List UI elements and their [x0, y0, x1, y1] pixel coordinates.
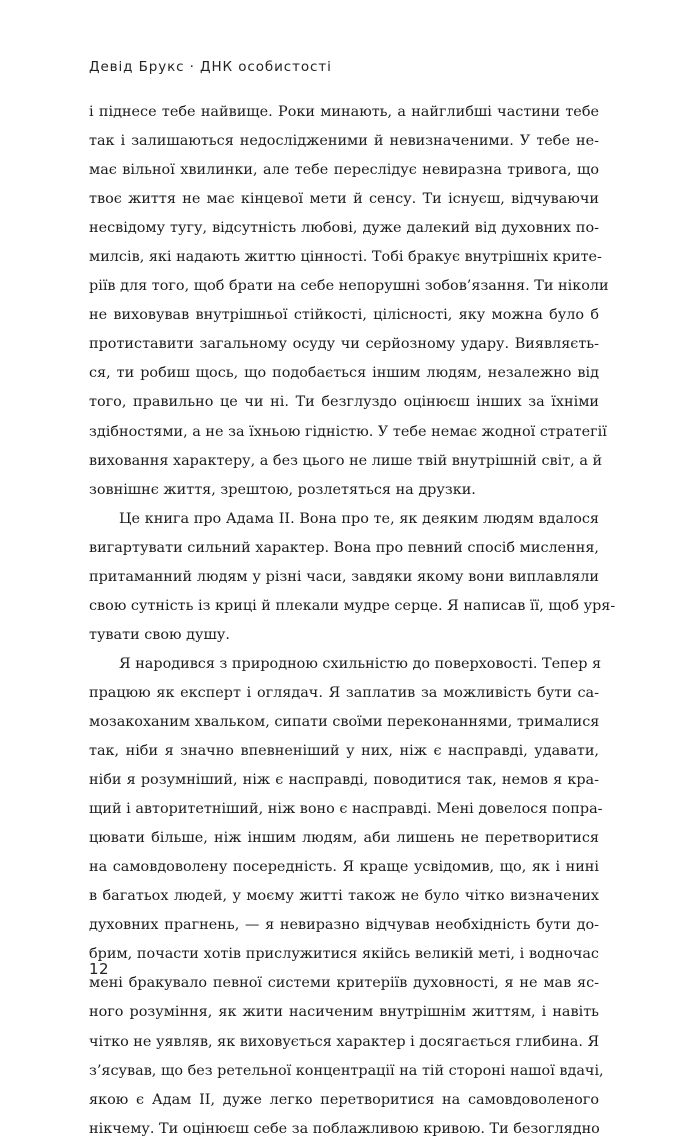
text-line: протиставити загальному осуду чи серйозному удару. Виявляєть- — [89, 336, 599, 353]
text-line: Я народився з природною схильністю до поверховості. Тепер я — [119, 655, 602, 672]
text-line: мозакоханим хвальком, сипати своїми переконаннями, трималися — [89, 713, 600, 730]
text-line: чітко не уявляв, як виховується характер і досягається глибина. Я — [89, 1033, 600, 1050]
text-line: здібностями, а не за їхньою гідністю. У тебе немає жодної стратегії — [89, 423, 607, 440]
text-line: не виховував внутрішньої стійкості, цілісності, яку можна було б — [89, 307, 599, 324]
text-line: твоє життя не має кінцевої мети й сенсу. Ти існуєш, відчуваючи — [89, 191, 599, 208]
paragraph — [89, 505, 616, 650]
text-line: так, ніби я значно впевненіший у них, ніж є насправді, удавати, — [89, 743, 599, 760]
text-line: ріїв для того, щоб брати на себе непорушні зобов’язання. Ти ніколи — [89, 278, 609, 295]
text-line: виховання характеру, а без цього не лише твій внутрішній світ, а й — [89, 452, 603, 469]
page-number: 12 — [89, 960, 110, 978]
text-line: і піднесе тебе найвище. Роки минають, а найглибші частини тебе — [89, 104, 599, 120]
text-line: щий і авторитетніший, ніж воно є насправді. Мені довелося попра- — [89, 801, 603, 818]
text-line: ніби я розумніший, ніж є насправді, поводитися так, немов я кра- — [89, 772, 599, 789]
text-line: на самовдоволену посередність. Я краще усвідомив, що, як і нині — [89, 859, 599, 876]
text-line: з’ясував, що без ретельної концентрації на тій стороні нашої вдачі, — [89, 1062, 604, 1079]
text-line: зовнішнє життя, зрештою, розлетяться на друзки. — [89, 481, 476, 498]
text-line: тувати свою душу. — [89, 626, 230, 643]
text-line: свою сутність із криці й плекали мудре серце. Я написав її, щоб уря- — [89, 597, 616, 614]
text-line: милсів, які надають життю цінності. Тобі бракує внутрішніх крите- — [89, 249, 602, 266]
text-line: ся, ти робиш щось, що подобається іншим людям, незалежно від — [89, 365, 599, 382]
text-line: ного розуміння, як жити насиченим внутрішнім життям, і навіть — [89, 1004, 599, 1021]
text-line: має вільної хвилинки, але тебе переслідує невиразна тривога, що — [89, 162, 599, 179]
body-text — [89, 98, 616, 1144]
text-line: духовних прагнень, — я невиразно відчував необхідність бути до- — [89, 917, 599, 934]
text-line: працюю як експерт і оглядач. Я заплатив за можливість бути са- — [89, 684, 599, 701]
text-line: нікчему. Ти оцінюєш себе за поблажливою кривою. Ти безоглядно — [89, 1120, 600, 1137]
paragraph — [89, 650, 604, 1144]
text-line: цювати більше, ніж іншим людям, аби лишень не перетворитися — [89, 830, 599, 847]
text-line: так і залишаються недослідженими й невизначеними. У тебе не- — [89, 133, 599, 150]
text-line: того, правильно це чи ні. Ти безглуздо оцінюєш інших за їхніми — [89, 394, 599, 411]
text-line: вигартувати сильний характер. Вона про певний спосіб мислення, — [89, 539, 599, 556]
text-line: несвідому тугу, відсутність любові, дуже далекий від духовних по- — [89, 220, 599, 237]
running-header: Девід Брукс · ДНК особистості — [89, 59, 332, 75]
text-line: в багатьох людей, у моєму житті також не було чітко визначених — [89, 888, 599, 905]
text-line: притаманний людям у різні часи, завдяки якому вони виплавляли — [89, 568, 599, 585]
text-line: брим, почасти хотів прислужитися якійсь великій меті, і водночас — [89, 946, 599, 963]
text-line: Це книга про Адама II. Вона про те, як деяким людям вдалося — [119, 510, 599, 527]
text-line: мені бракувало певної системи критеріїв духовності, я не мав яс- — [89, 975, 599, 992]
text-line: якою є Адам II, дуже легко перетворитися на самовдоволеного — [89, 1091, 599, 1108]
paragraph — [89, 98, 609, 505]
